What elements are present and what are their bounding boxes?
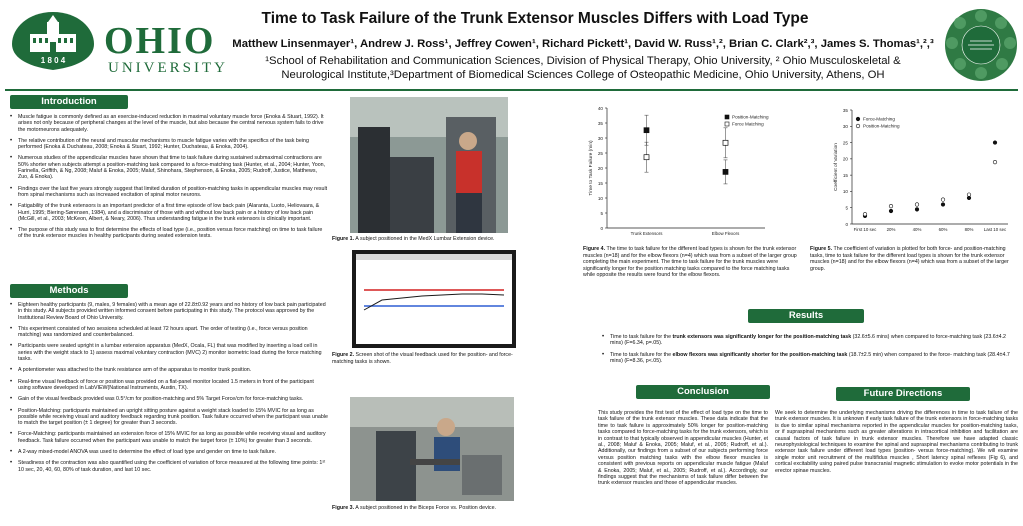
data-point bbox=[723, 169, 728, 174]
legend-marker bbox=[725, 122, 729, 126]
legend-label: Force Matching bbox=[732, 121, 764, 127]
logo-year: 1 8 0 4 bbox=[40, 56, 66, 65]
poster-authors: Matthew Linsenmayer¹, Andrew J. Ross¹, Jeffrey Cowen¹, Richard Pickett¹, David W. Russ¹,², Brian C. Clark²,³, James S. Thomas¹,²,³ bbox=[232, 38, 934, 50]
figure-1-caption bbox=[332, 236, 522, 243]
methods-bullet: • This experiment consisted of two sessions scheduled at least 72 hours apart. The order of testing (i.e., force versus position matching) was randomized and counterbalanced. bbox=[8, 326, 328, 339]
ohio-logo bbox=[8, 10, 98, 72]
affiliation-line-1: ¹School of Rehabilitation and Communication Sciences, Division of Physical Therapy, Ohio University, ² Ohio Musculoskeletal & bbox=[265, 55, 901, 67]
intro-bullet: • Numerous studies of the appendicular muscles have shown that time to task failure during sustained submaximal contractions are 50% shorter when subjects attempt a position-matching task compared to a force-matching task (Hunter, et al., 2004; Hunter, Yoon, Farinella, Griffith, & Ng, 2008; Maluf & Enoka, 2005; Maluf, Shinohara, Stephenson, & Enoka, 2005; Rudroff, Justice, Matthews, Zuo, & Enoka). bbox=[8, 155, 328, 180]
x-tick-label: Trunk Extensors bbox=[630, 231, 663, 236]
introduction-list bbox=[8, 114, 328, 245]
legend-label: Force-Matching bbox=[863, 116, 895, 122]
y-tick-label: 10 bbox=[597, 195, 603, 201]
x-tick-label: First 10 sec bbox=[853, 227, 877, 232]
x-tick-label: 60% bbox=[938, 227, 948, 232]
data-point bbox=[889, 204, 893, 208]
methods-bullet: • Force-Matching: participants maintained an extension force of 15% MVIC for as long as possible while receiving visual and auditory feedback. Task failure occurred when the participant was unable to match the target force (± 10%) for greater than 3 seconds. bbox=[8, 431, 328, 444]
y-tick-label: 0 bbox=[845, 221, 848, 227]
university-name: OHIO bbox=[104, 20, 216, 62]
figure-5-caption bbox=[810, 246, 1018, 272]
data-point bbox=[993, 160, 997, 164]
methods-bullet: • Gain of the visual feedback provided was 0.5°/cm for position-matching and 5% Target Force/cm for force-matching tasks. bbox=[8, 396, 328, 402]
figure-1-text: A subject positioned in the MedX Lumbar Extension device. bbox=[354, 236, 495, 242]
methods-bullet: • A potentiometer was attached to the trunk resistance arm of the apparatus to monitor trunk position. bbox=[8, 367, 328, 373]
results-bullet-1 bbox=[600, 334, 1012, 347]
data-point bbox=[644, 155, 649, 160]
institute-seal bbox=[944, 8, 1018, 82]
results-bullet-2 bbox=[600, 352, 1012, 365]
methods-bullet: • Eighteen healthy participants (9, males, 9 females) with a mean age of 22.8±0.92 years and no history of low back pain participated in this study. All subjects provided written informed consent before participating in this study. The protocol was approved by the Institutional Review Board of Ohio University. bbox=[8, 302, 328, 321]
methods-heading: Methods bbox=[10, 284, 128, 298]
conclusion-text: This study provides the first test of the effect of load type on the time to task failure of the trunk extensor muscles. These data indicate that the time to task failure is approximately 50% longer for position-matching tasks compared to force-matching tasks for the trunk extensors, which is in contrast to that typically observed in appendicular muscles (Hunter, et al., 2008; Maluf & Enoka, 2005; Maluf, et al., 2005; Rudroff, et al.). Additionally, our findings from a subset of our subjects performing force versus position matching tasks with the elbow flexor muscles is consistent with previous reports on appendicular muscle fatigue (Maluf & Enoka, 2005; Maluf, et al., 2005; Rudroff, et al.). Accordingly, our findings suggest that the mechanisms of task failure differ between the trunk extensor muscles and those of appendicular muscles. bbox=[598, 410, 768, 487]
y-tick-label: 15 bbox=[597, 180, 603, 186]
y-tick-label: 30 bbox=[842, 124, 848, 130]
y-tick-label: 15 bbox=[842, 172, 848, 178]
y-tick-label: 25 bbox=[842, 140, 848, 146]
figure-2-text: Screen shot of the visual feedback used for the position- and force-matching tasks is shown. bbox=[332, 352, 513, 365]
data-point bbox=[941, 198, 945, 202]
header-divider bbox=[5, 89, 1018, 91]
future-directions-text: We seek to determine the underlying mechanisms driving the differences in time to task failure of the trunk extensor muscles. It is unknown if early task failure of the trunk extensors in force-matching tasks is due to similar spinal mechanisms reported in the appendicular muscles for position-matching tasks, or if supraspinal mechanisms such as greater alterations in intracortical inhibition and facilitation are causal factors of task failure in trunk extensor muscles. Therefore we have adapted classic neurophysiological techniques to examine the spinal and supraspinal mechanisms contributing to trunk extensor task failure under different load types (position- versus force-matching). We will examine single motor unit recruitment of the multifidus muscles , Short latency spinal reflexes (Fig 6), and cortical excitability using paired pulse transcranial magnetic stimulation to evoke motor potentials in the erector spinae muscles. bbox=[775, 410, 1018, 474]
results-bullet-1-pre: Time to task failure for the bbox=[610, 334, 673, 340]
y-tick-label: 35 bbox=[842, 107, 848, 113]
future-directions-heading: Future Directions bbox=[836, 387, 970, 401]
x-tick-label: Last 10 sec bbox=[983, 227, 1007, 232]
x-tick-label: Elbow Flexors bbox=[711, 231, 740, 236]
results-bullet-2-bold: elbow flexors was significantly shorter for the position-matching task bbox=[672, 351, 848, 358]
data-point bbox=[915, 203, 919, 207]
intro-bullet: • The relative contribution of the neural and muscular mechanisms to muscle fatigue varies with the specifics of the task being performed (Enoka & Duchateau, 2008; Enoka & Stuart, 1992; Hunter, Duchateau, & Enoka, 2004). bbox=[8, 138, 328, 151]
x-tick-label: 20% bbox=[886, 227, 896, 232]
conclusion-heading: Conclusion bbox=[636, 385, 770, 399]
methods-bullet: • Participants were seated upright in a lumbar extension apparatus (MedX, Ocala, FL) that was modified by inserting a load cell in series with the weight stack to 1) assess maximal voluntary contraction (MVC) 2) monitor isometric load during the force matching tasks. bbox=[8, 343, 328, 362]
x-tick-label: 80% bbox=[964, 227, 974, 232]
y-tick-label: 10 bbox=[842, 189, 848, 195]
data-point bbox=[967, 193, 971, 197]
y-tick-label: 20 bbox=[842, 156, 848, 162]
figure-5-label: Figure 5. bbox=[810, 246, 833, 252]
poster-title: Time to Task Failure of the Trunk Extensor Muscles Differs with Load Type bbox=[261, 10, 809, 27]
figure-3-caption bbox=[332, 505, 522, 512]
results-bullet-1-post: (32.6±5.6 mins) when compared to force-matching task (23.6±4.2 mins) (F=6.34, p=.05). bbox=[610, 334, 1006, 347]
methods-list bbox=[8, 302, 328, 478]
figure-4-chart bbox=[583, 100, 795, 240]
figure-5-svg bbox=[806, 100, 1018, 240]
legend-label: Position-Matching bbox=[863, 123, 900, 129]
figure-5-text: The coefficient of variation is plotted for both force- and position-matching tasks, time to task failure for the different load types is shown for the trunk extensor muscles (n=18) and for the elbow flexors (n=4) which was from a subset of the larger group. bbox=[810, 246, 1009, 272]
figure-3-text: A subject positioned in the Biceps Force vs. Position device. bbox=[354, 505, 496, 511]
results-bullet-1-bold: trunk extensors was significantly longer for the position-matching task bbox=[672, 334, 852, 340]
methods-bullet: • Steadiness of the contraction was also quantified using the coefficient of variation of force measured at the following time points: 1ˢᵗ 10 sec, 20, 40, 60, 80% of task duration, and last 10 sec. bbox=[8, 460, 328, 473]
data-point bbox=[889, 209, 893, 213]
university-subtitle: UNIVERSITY bbox=[108, 60, 228, 76]
figure-5-chart bbox=[806, 100, 1018, 240]
y-tick-label: 25 bbox=[597, 150, 603, 156]
y-tick-label: 5 bbox=[845, 205, 848, 211]
figure-1-photo bbox=[350, 97, 508, 233]
y-tick-label: 0 bbox=[600, 225, 603, 231]
legend-label: Position-Matching bbox=[732, 114, 769, 120]
intro-bullet: • Findings over the last five years strongly suggest that limited duration of position-matching tasks in appendicular muscles may result from spinal mechanisms such as increased excitation of spinal motor neurons. bbox=[8, 186, 328, 199]
figure-2-screenshot bbox=[352, 250, 516, 348]
intro-bullet: • Muscle fatigue is commonly defined as an exercise-induced reduction in maximal voluntary muscle force (Enoka & Stuart, 1992). It arises not only because of peripheral changes at the level of the muscle, but also because the central nervous system fails to drive the motorneurons adequately. bbox=[8, 114, 328, 133]
y-axis-label: Time to Task Failure (min) bbox=[589, 140, 594, 196]
affiliation-line-2: Neurological Institute,³Department of Biomedical Sciences College of Osteopathic Medicine, Ohio University, Athens, OH bbox=[281, 69, 885, 81]
figure-1-label: Figure 1. bbox=[332, 236, 355, 242]
results-list bbox=[600, 334, 1012, 369]
y-tick-label: 30 bbox=[597, 135, 603, 141]
figure-2-caption bbox=[332, 352, 522, 365]
x-tick-label: 40% bbox=[912, 227, 922, 232]
introduction-heading: Introduction bbox=[10, 95, 128, 109]
data-point bbox=[993, 141, 997, 145]
figure-4-text: The time to task failure for the different load types is shown for the trunk extensor muscles (n=18) and for the elbow flexors (n=4) which was from a subset of the larger group completing the main experiment. The time to task failure for the trunk muscles were significantly longer for the position matching tasks compared to the force matching tasks while opposite the results were found for the elbow flexors. bbox=[583, 246, 797, 278]
figure-4-label: Figure 4. bbox=[583, 246, 606, 252]
intro-bullet: • The purpose of this study was to first determine the effects of load type (i.e., position versus force matching) on time to task failure of the trunk extensor muscles in healthy participants during seated extension tests. bbox=[8, 227, 328, 240]
figure-3-label: Figure 3. bbox=[332, 505, 355, 511]
methods-bullet: • Position-Matching: participants maintained an upright sitting posture against a weight stack loaded to 15% MVIC for as long as possible while receiving visual and auditory feedback regarding trunk position. Task failure occurred when the participant was unable to match the target position (± 1 degree) for greater than 3 seconds. bbox=[8, 408, 328, 427]
data-point bbox=[941, 203, 945, 207]
y-tick-label: 5 bbox=[600, 210, 603, 216]
intro-bullet: • Fatigability of the trunk extensors is an important predictor of a first time episode of low back pain (Alaranta, Luoto, Heliovaara, & Hurri, 1995; Biering-Sørensen, 1984), and a discriminator of those with and without low back pain or a history of low back pain (McGill, et al., 2003; McKeon, Albert, & Neary, 2006). Thus understanding fatigue in the trunk extensors is clinically important. bbox=[8, 203, 328, 222]
results-bullet-2-pre: Time to task failure for the bbox=[610, 351, 673, 358]
y-axis-label: Coefficient of Variation bbox=[834, 143, 839, 191]
methods-bullet: • Real-time visual feedback of force or position was provided on a flat-panel monitor located 1.5 meters in front of the participant using software developed in LabVIEW(National Instruments, Austin, TX). bbox=[8, 379, 328, 392]
figure-2-label: Figure 2. bbox=[332, 352, 355, 358]
y-tick-label: 20 bbox=[597, 165, 603, 171]
results-heading: Results bbox=[748, 309, 864, 323]
methods-bullet: • A 2-way mixed-model ANOVA was used to determine the effect of load type and gender on time to task failure. bbox=[8, 449, 328, 455]
poster-affiliations bbox=[228, 54, 938, 82]
figure-4-caption bbox=[583, 246, 799, 279]
legend-marker bbox=[856, 124, 860, 128]
figure-3-photo bbox=[350, 397, 514, 501]
figure-4-svg bbox=[583, 100, 795, 240]
legend-marker bbox=[725, 115, 729, 119]
data-point bbox=[863, 212, 867, 216]
legend-marker bbox=[856, 117, 860, 121]
data-point bbox=[723, 140, 728, 145]
y-tick-label: 35 bbox=[597, 120, 603, 126]
results-bullet-2-post: (18.7±2.5 min) when compared to the force- matching task (28.4±4.7 mins) (F=8.36, p<.05). bbox=[610, 351, 1010, 364]
data-point bbox=[644, 128, 649, 133]
y-tick-label: 40 bbox=[597, 105, 603, 111]
data-point bbox=[915, 208, 919, 212]
